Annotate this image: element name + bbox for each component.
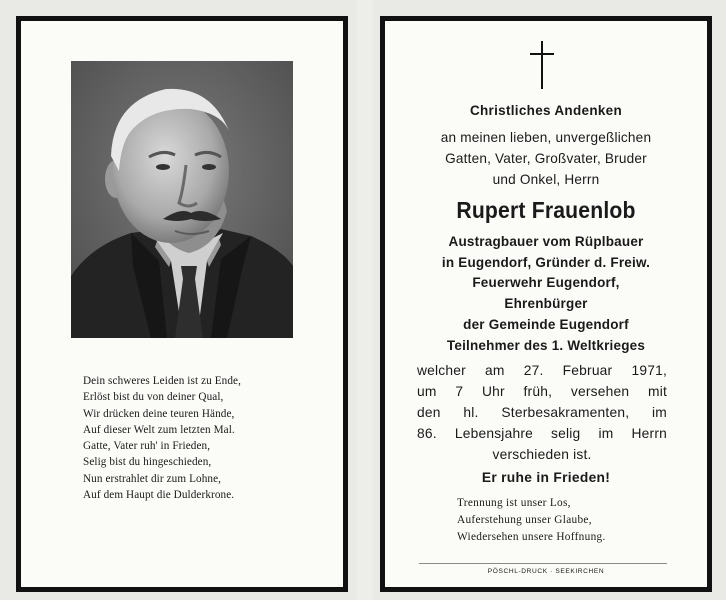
rest-in-peace: Er ruhe in Frieden!: [481, 470, 611, 485]
memorial-poem: [83, 373, 323, 503]
title-line: Ehrenbürger: [504, 296, 588, 312]
deceased-name: Rupert Frauenlob: [456, 197, 636, 223]
poem-line: Auf dieser Welt zum letzten Mal.: [83, 423, 235, 436]
intro-line: und Onkel, Herrn: [492, 172, 600, 187]
card-heading: Christliches Andenken: [469, 103, 623, 118]
poem-line: Dein schweres Leiden ist zu Ende,: [83, 375, 242, 387]
title-line: Teilnehmer des 1. Weltkrieges: [446, 337, 646, 353]
intro-text: [405, 127, 687, 190]
poem-line: Auf dem Haupt die Dulderkrone.: [83, 489, 235, 502]
honorific-titles: [405, 232, 687, 356]
portrait-photo: [71, 61, 293, 338]
notice-line: welcher am 27. Februar 1971,: [417, 363, 667, 378]
poem-line: Erlöst bist du von deiner Qual,: [83, 391, 224, 404]
poem-line: Selig bist du hingeschieden,: [83, 456, 212, 469]
poem-line: Wir drücken deine teuren Hände,: [83, 407, 235, 420]
notice-line: verschieden ist.: [492, 447, 592, 462]
fold-gutter: [357, 0, 373, 600]
hope-line: Auferstehung unser Glaube,: [457, 514, 592, 526]
latin-cross-icon: [530, 41, 554, 89]
portrait-illustration: [71, 61, 293, 338]
printer-imprint: PÖSCHL-DRUCK · SEEKIRCHEN: [487, 568, 605, 575]
footer-divider: [419, 563, 667, 564]
title-line: der Gemeinde Eugendorf: [463, 316, 629, 332]
poem-line: Nun erstrahlet dir zum Lohne,: [83, 472, 222, 485]
death-notice: [417, 360, 667, 465]
intro-line: Gatten, Vater, Großvater, Bruder: [445, 151, 647, 166]
left-card: [16, 16, 348, 592]
title-line: Austragbauer vom Rüplbauer: [448, 234, 644, 249]
hope-verse: [457, 495, 677, 546]
right-card: [380, 16, 712, 592]
intro-line: an meinen lieben, unvergeßlichen: [440, 130, 652, 145]
hope-line: Trennung ist unser Los,: [457, 497, 571, 509]
poem-line: Gatte, Vater ruh' in Frieden,: [83, 440, 211, 453]
title-line: Feuerwehr Eugendorf,: [472, 275, 620, 291]
title-line: in Eugendorf, Gründer d. Freiw.: [441, 254, 651, 270]
hope-line: Wiedersehen unsere Hoffnung.: [457, 531, 606, 543]
notice-line: 86. Lebensjahre selig im Herrn: [417, 426, 667, 441]
notice-line: den hl. Sterbesakramenten, im: [417, 405, 667, 420]
notice-line: um 7 Uhr früh, versehen mit: [417, 384, 667, 399]
